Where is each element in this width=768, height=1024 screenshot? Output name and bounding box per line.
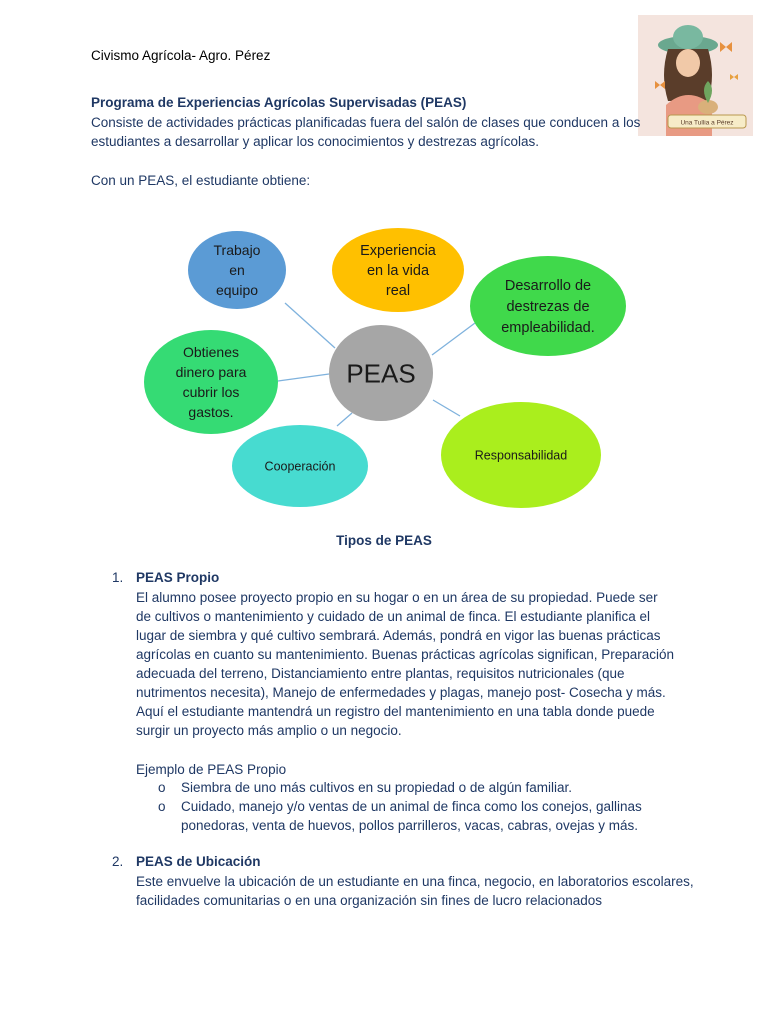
benefits-lead-in: Con un PEAS, el estudiante obtiene:: [91, 173, 311, 188]
diagram-node-label: dinero para: [175, 364, 247, 381]
example-bullet-2: Cuidado, manejo y/o ventas de un animal de finca como los conejos, gallinas ponedoras, venta de huevos, pollos parrilleros, vacas, cabras, ovejas y más.: [181, 799, 642, 833]
diagram-node-label: equipo: [215, 282, 259, 299]
diagram-node-label: cubrir los: [182, 384, 240, 401]
diagram-connector: [278, 374, 329, 381]
item-title-peas-ubicacion: PEAS de Ubicación: [136, 854, 261, 869]
diagram-node-label: Desarrollo de: [504, 278, 592, 295]
item-body-peas-propio: El alumno posee proyecto propio en su hogar o en un área de su propiedad. Puede ser de cultivos o mantenimiento y cuidado de un animal de finca. El estudiante planifica el lugar de siembra y qué cultivo sembrará. Además, pondrá en vigor las buenas prácticas agrícolas en cuanto su mantenimiento. Buenas prácticas agrícolas significan, Preparación adecuada del terreno, Distanciamiento entre plantas, requisitos nutricionales (que nutrimentos necesita), Manejo de enfermedades y plagas, manejo post- Cosecha y más. Aquí el estudiante mantendrá un registro del mantenimiento en una tabla donde puede surgir un proyecto más amplio o un negocio.: [136, 590, 675, 738]
item-title-peas-propio: PEAS Propio: [136, 570, 220, 585]
bullet-marker: o: [158, 780, 166, 795]
diagram-node-label: empleabilidad.: [501, 320, 595, 337]
document-header: Civismo Agrícola- Agro. Pérez: [91, 48, 271, 63]
diagram-node-label: Experiencia: [360, 243, 436, 260]
diagram-node-label: Trabajo: [213, 242, 261, 259]
bullet-marker: o: [158, 799, 166, 814]
list-number-1: 1.: [112, 570, 124, 585]
peas-diagram: [130, 220, 650, 520]
item-body-peas-ubicacion: Este envuelve la ubicación de un estudiante en una finca, negocio, en laboratorios escolares, facilidades comunitarias o en una organización sin fines de lucro relacionados: [136, 874, 694, 908]
intro-paragraph: Consiste de actividades prácticas planificadas fuera del salón de clases que conducen a los estudiantes a desarrollar y aplicar los conocimientos y destrezas agrícolas.: [91, 115, 641, 149]
logo-banner-text: Una Tullia a Pérez: [680, 119, 734, 127]
example-bullet-1: Siembra de uno más cultivos en su propiedad o de algún familiar.: [181, 780, 572, 795]
program-title: Programa de Experiencias Agrícolas Supervisadas (PEAS): [91, 95, 467, 110]
diagram-connector: [432, 323, 475, 355]
diagram-connector: [285, 303, 335, 348]
list-number-2: 2.: [112, 854, 124, 869]
diagram-node-label: en la vida: [366, 263, 430, 280]
diagram-node-label: destrezas de: [506, 299, 590, 316]
diagram-connector: [337, 413, 352, 426]
section-title: Tipos de PEAS: [336, 533, 432, 548]
diagram-node-label: en: [229, 262, 245, 279]
diagram-connector: [433, 400, 460, 416]
diagram-node-label: real: [385, 283, 411, 300]
diagram-node-label: Cooperación: [264, 459, 336, 474]
diagram-node-label: Responsabilidad: [474, 448, 568, 463]
example-title: Ejemplo de PEAS Propio: [136, 762, 287, 777]
peas-diagram-svg: [130, 220, 650, 520]
diagram-center-label: PEAS: [346, 358, 416, 389]
diagram-node-label: Obtienes: [182, 344, 240, 361]
diagram-node-label: gastos.: [188, 404, 234, 421]
